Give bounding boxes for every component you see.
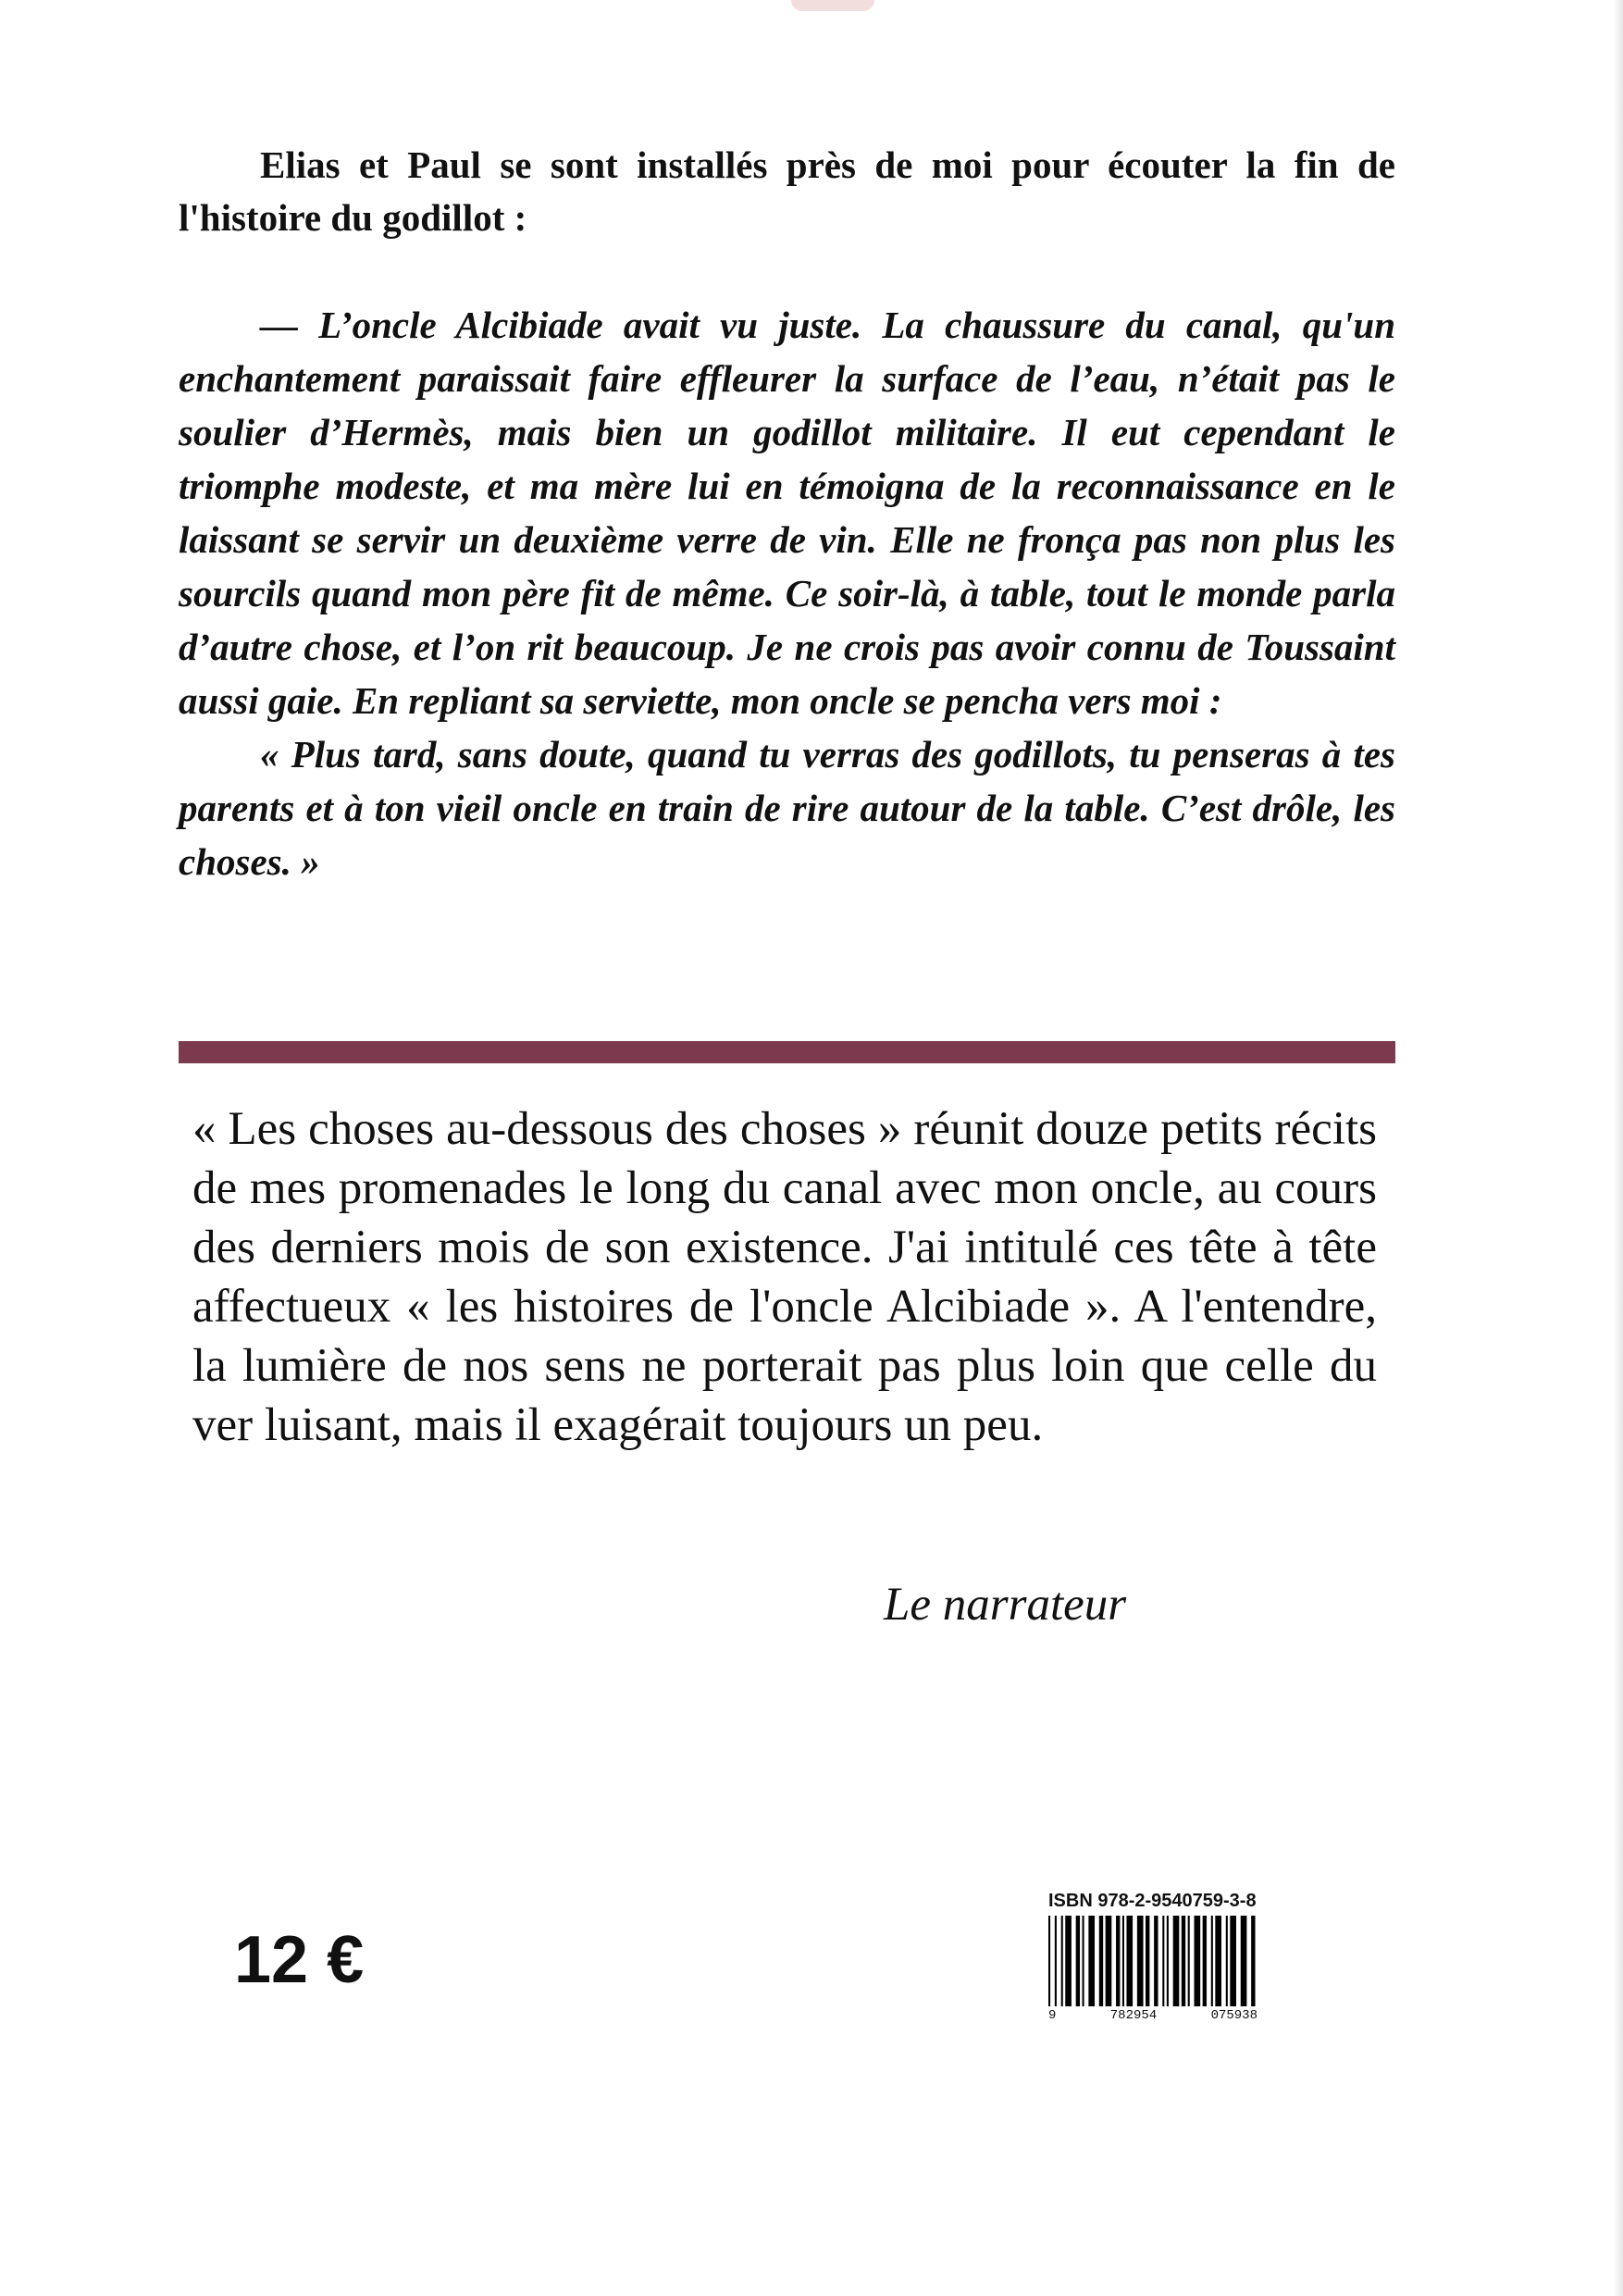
barcode-bar [1230,1916,1236,2006]
barcode-bar [1065,1916,1072,2006]
book-blurb: « Les choses au-dessous des choses » réunit douze petits récits de mes promenades le long du canal avec mon oncle, au cours des derniers mois de son existence. J'ai intitulé ces tête à tête affectueux « les histoires de l'oncle Alcibiade ». A l'entendre, la lumière de nos sens ne porterait pas plus loin que celle du ver luisant, mais il exagérait toujours un peu. [192,1103,1377,1451]
isbn-label: ISBN 978-2-9540759-3-8 [1048,1891,1257,1911]
barcode-digits [1048,2008,1258,2023]
barcode-bar [1211,1916,1213,2006]
barcode-digit-group: 9 [1048,2008,1057,2023]
barcode-bar [1076,1916,1080,2006]
barcode-bar [1203,1916,1207,2006]
divider-bar [179,1041,1395,1063]
barcode-bar [1154,1916,1158,2006]
barcode-bar [1088,1916,1095,2006]
barcode-bar [1167,1916,1169,2006]
barcode-bar [1188,1916,1190,2006]
barcode-bar [1083,1916,1084,2006]
barcode-bar [1182,1916,1185,2006]
story-paragraph: — L’oncle Alcibiade avait vu juste. La chaussure du canal, qu'un enchantement paraissait faire effleurer la surface de l’eau, n’était pas le soulier d’Hermès, mais bien un godillot militaire. Il eut cependant le triomphe modeste, et ma mère lui en témoigna de la reconnaissance en le laissant se servir un deuxième verre de vin. Elle ne fronça pas non plus les sourcils quand mon père fit de même. Ce soir-là, à table, tout le monde parla d’autre chose, et l’on rit beaucoup. Je ne crois pas avoir connu de Toussaint aussi gaie. En repliant sa serviette, mon oncle se pencha vers moi : [179,304,1395,722]
barcode-bar [1061,1916,1063,2006]
signature: Le narrateur [884,1579,1127,1631]
barcode-bar [1048,1916,1050,2006]
barcode-bar [1226,1916,1228,2006]
barcode-bar [1106,1916,1112,2006]
barcode-digit-group: 075938 [1210,2008,1258,2023]
barcode-bar [1122,1916,1124,2006]
barcode-bar [1173,1916,1180,2006]
barcode-bar [1137,1916,1144,2006]
barcode-bar [1055,1916,1057,2006]
barcode-bar [1162,1916,1164,2006]
intro-paragraph: Elias et Paul se sont installés près de moi pour écouter la fin de l'histoire du godillot : [179,143,1395,239]
story-excerpt [179,298,1395,888]
price-label: 12 € [234,1923,365,1997]
barcode-bar [1251,1916,1255,2006]
isbn-barcode-block [1048,1890,1270,2023]
page-edge-shadow [1614,0,1623,2296]
barcode-bar [1215,1916,1221,2006]
barcode-bar [1126,1916,1133,2006]
top-decoration [791,0,874,11]
barcode-bar [1116,1916,1120,2006]
barcode-bar [1099,1916,1103,2006]
barcode-bar [1195,1916,1201,2006]
barcode-icon [1048,1916,1258,2006]
barcode-bar [1146,1916,1149,2006]
barcode-digit-group: 782954 [1109,2008,1158,2023]
barcode-bar [1241,1916,1247,2006]
story-quote-paragraph: « Plus tard, sans doute, quand tu verras des godillots, tu penseras à tes parents et à ton vieil oncle en train de rire autour de la table. C’est drôle, les choses. » [179,733,1395,883]
